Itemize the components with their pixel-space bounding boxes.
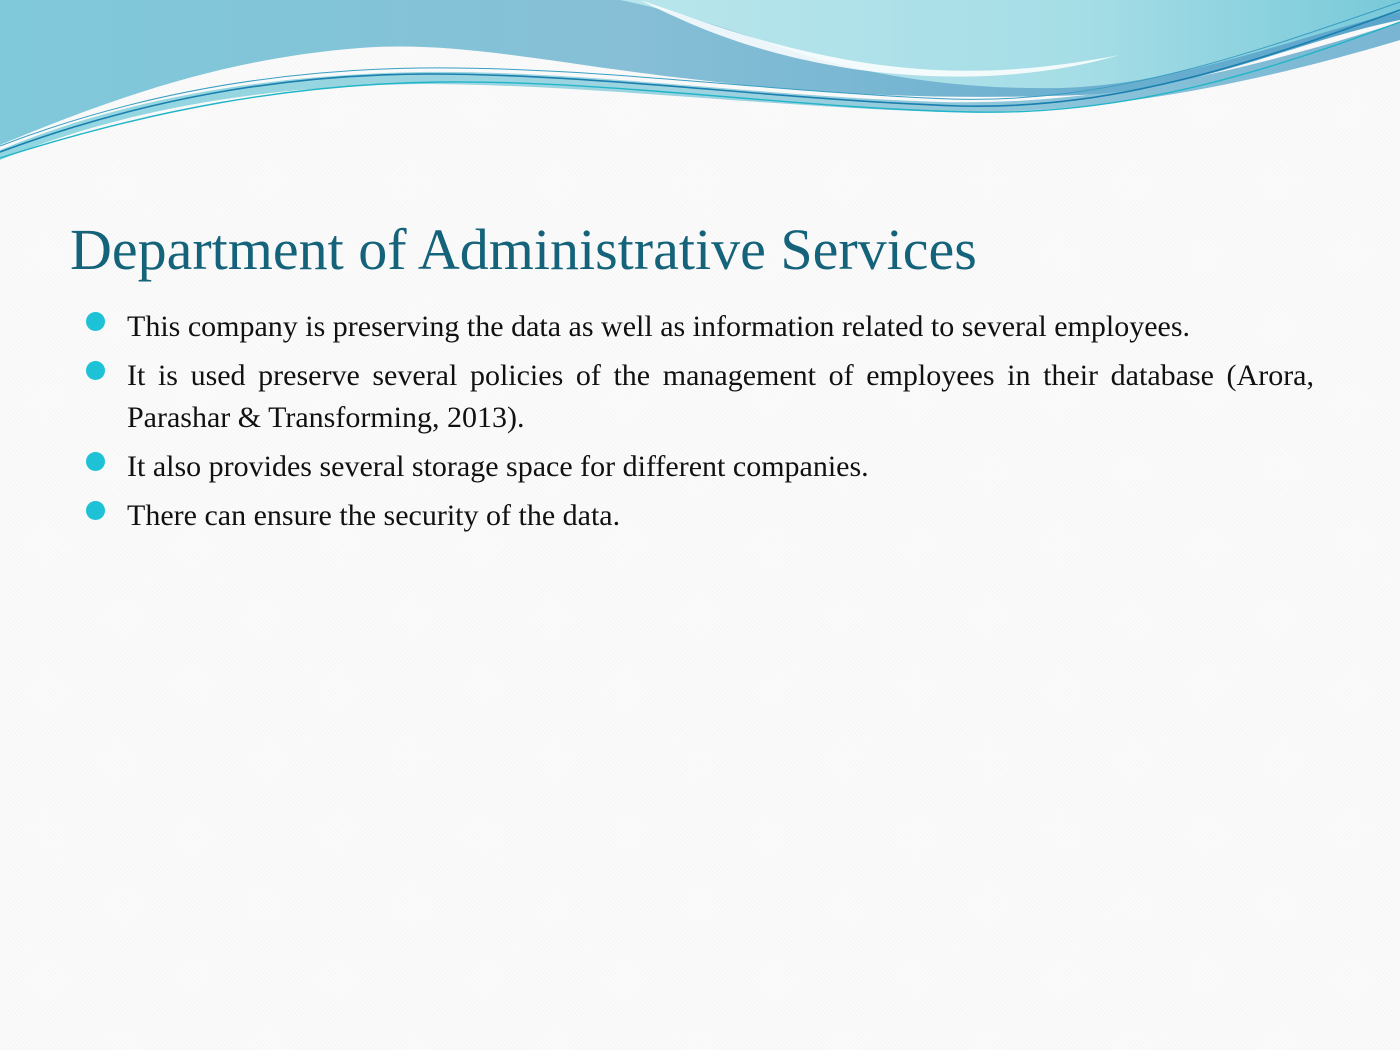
bullet-dot-icon: [86, 452, 105, 471]
bullet-item: [84, 306, 1314, 348]
header-wave-decoration: [0, 0, 1400, 170]
bullet-item: [84, 446, 1314, 488]
bullet-text: There can ensure the security of the data.: [127, 499, 621, 532]
bullet-item: [84, 355, 1314, 439]
bullet-text: This company is preserving the data as well as information related to several employees.: [127, 310, 1190, 343]
slide-title: Department of Administrative Services: [70, 217, 977, 282]
bullet-text: It also provides several storage space for different companies.: [127, 450, 869, 483]
bullet-item: [84, 495, 1314, 537]
bullet-dot-icon: [86, 361, 105, 380]
bullet-dot-icon: [86, 501, 105, 520]
bullet-dot-icon: [86, 312, 105, 331]
bullet-text: It is used preserve several policies of the management of employees in their database (Arora, Parashar & Transforming, 2013).: [127, 359, 1314, 434]
bullet-list: [84, 306, 1314, 544]
